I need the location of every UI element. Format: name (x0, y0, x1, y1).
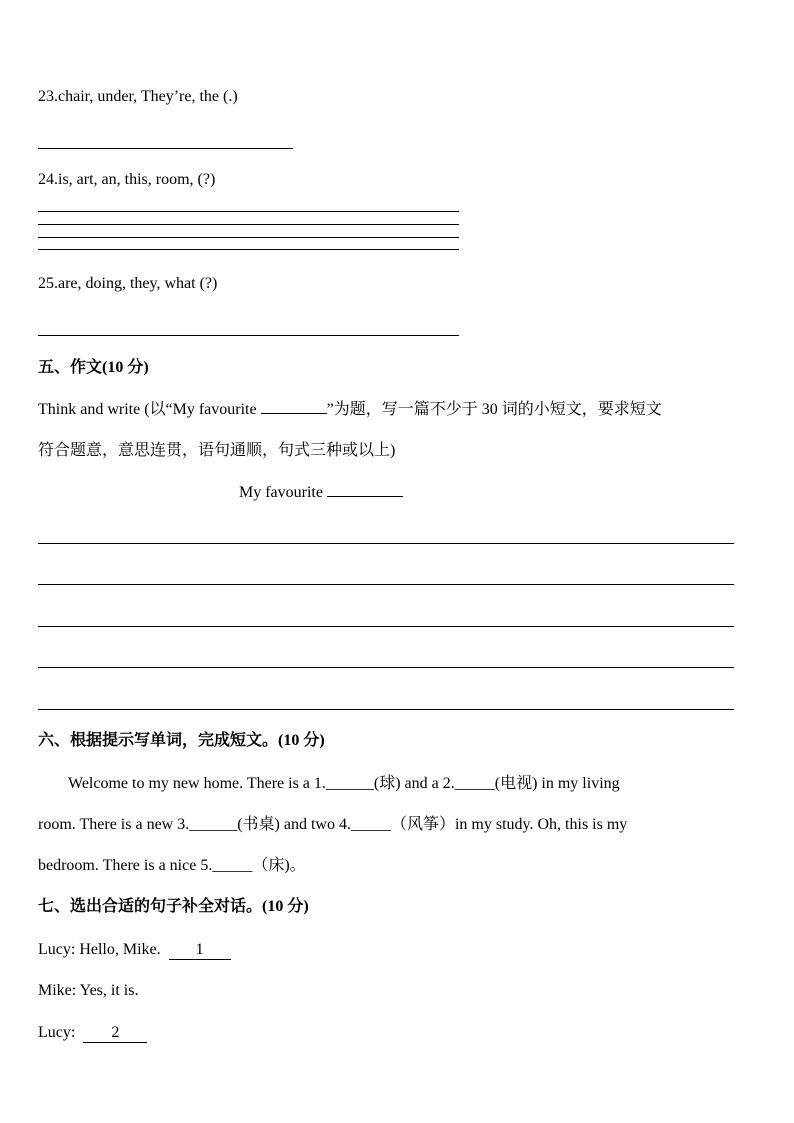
answer-line-24a[interactable] (38, 211, 459, 212)
section-5-instruction-line-2: 符合题意，意思连贯，语句通顺，句式三种或以上) (38, 442, 396, 459)
answer-line-25[interactable] (38, 335, 459, 336)
dialogue-line (38, 981, 138, 1001)
essay-line-4[interactable] (38, 667, 734, 668)
essay-line-2[interactable] (38, 584, 734, 585)
dialogue-blank-2[interactable]: 2 (83, 1024, 147, 1043)
essay-title-blank[interactable] (327, 482, 403, 497)
passage-line-2: room. There is a new 3.______(书桌) and two 4._____（风筝）in my study. Oh, this is my (38, 816, 628, 833)
instruction-text-1: Think and write (以“My favourite (38, 401, 261, 418)
answer-line-24b[interactable] (38, 224, 459, 225)
essay-line-3[interactable] (38, 626, 734, 627)
instruction-text-2: ”为题，写一篇不少于 30 词的小短文，要求短文 (326, 401, 662, 418)
essay-title (239, 482, 403, 503)
section-6-heading: 六、根据提示写单词，完成短文。(10 分) (38, 732, 325, 749)
question-23: 23.chair, under, They’re, the (.) (38, 88, 238, 105)
answer-line-23[interactable] (38, 148, 293, 149)
dialogue-speaker-text: Lucy: Hello, Mike. (38, 941, 161, 958)
section-5-heading: 五、作文(10 分) (38, 359, 149, 376)
dialogue-line (38, 1023, 147, 1043)
answer-line-24c[interactable] (38, 237, 459, 238)
dialogue-speaker-text: Mike: Yes, it is. (38, 982, 139, 999)
dialogue-blank-1[interactable]: 1 (169, 941, 231, 960)
topic-blank[interactable] (261, 399, 327, 414)
dialogue-line (38, 940, 231, 960)
section-5-instruction (38, 399, 662, 420)
question-24: 24.is, art, an, this, room, (?) (38, 171, 216, 188)
dialogue-speaker-text: Lucy: (38, 1024, 76, 1041)
essay-title-text: My favourite (239, 484, 327, 501)
passage-line-3: bedroom. There is a nice 5._____（床)。 (38, 857, 306, 874)
passage-line-1: Welcome to my new home. There is a 1.______(球) and a 2._____(电视) in my living (68, 775, 620, 792)
question-25: 25.are, doing, they, what (?) (38, 275, 218, 292)
section-7-heading: 七、选出合适的句子补全对话。(10 分) (38, 898, 309, 915)
essay-line-1[interactable] (38, 543, 734, 544)
answer-line-24d[interactable] (38, 249, 459, 250)
essay-line-5[interactable] (38, 709, 734, 710)
